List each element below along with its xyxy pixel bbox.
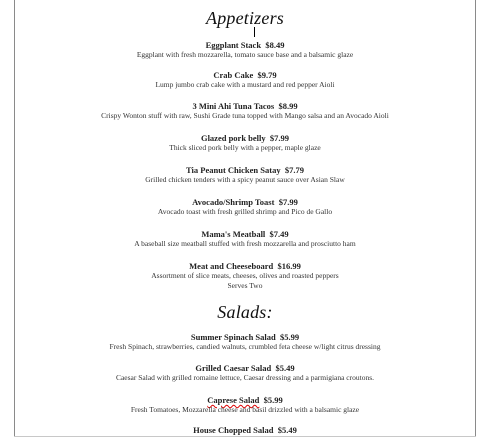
menu-item	[15, 165, 475, 185]
item-price: $5.99	[263, 395, 283, 405]
item-price: $8.99	[278, 101, 298, 111]
item-price: $5.49	[277, 425, 297, 435]
item-price: $5.99	[280, 332, 300, 342]
item-title	[15, 332, 475, 342]
item-description: A baseball size meatball stuffed with fresh mozzarella and prosciutto ham	[134, 239, 356, 248]
item-name: Eggplant Stack	[205, 40, 262, 50]
item-price: $8.49	[265, 40, 285, 50]
item-title	[15, 229, 475, 239]
item-name: House Chopped Salad	[193, 425, 274, 435]
menu-item	[15, 133, 475, 153]
item-description: Crispy Wonton stuff with raw, Sushi Grade tuna topped with Mango salsa and an Avocado Aioli	[101, 111, 389, 120]
item-title	[15, 40, 475, 50]
salads-heading: Salads:	[217, 302, 273, 322]
item-name: Mama's Meatball	[201, 229, 266, 239]
item-title	[15, 197, 475, 207]
item-title	[15, 101, 475, 111]
menu-item	[15, 261, 475, 291]
item-name: Tia Peanut Chicken Satay	[186, 165, 281, 175]
menu-item	[15, 395, 475, 415]
item-title	[15, 363, 475, 373]
item-description: Eggplant with fresh mozzarella, tomato sauce base and a balsamic glaze	[136, 50, 354, 59]
menu-item	[15, 101, 475, 121]
item-description: Lump jumbo crab cake with a mustard and red pepper Aioli	[155, 80, 335, 89]
item-note: Serves Two	[227, 281, 263, 290]
menu-item	[15, 70, 475, 90]
item-title	[15, 165, 475, 175]
item-title	[15, 425, 475, 435]
menu-item	[15, 229, 475, 249]
item-description: Assortment of slice meats, cheeses, olives and roasted peppers	[151, 271, 339, 280]
item-price: $7.99	[269, 133, 290, 143]
item-name: Glazed pork belly	[200, 133, 266, 143]
page-right-border	[475, 0, 476, 437]
menu-item	[15, 197, 475, 217]
item-name: Meat and Cheeseboard	[189, 261, 274, 271]
item-name: Avocado/Shrimp Toast	[192, 197, 275, 207]
item-description: Caesar Salad with grilled romaine lettuce, Caesar dressing and a parmigiana croutons.	[115, 373, 375, 382]
item-title	[15, 133, 475, 143]
item-description: Fresh Tomatoes, Mozzarella cheese and basil drizzled with a balsamic glaze	[130, 405, 360, 414]
item-description: Avocado toast with fresh grilled shrimp and Pico de Gallo	[157, 207, 333, 216]
menu-item	[15, 40, 475, 60]
item-description: Thick sliced pork belly with a pepper, maple glaze	[169, 143, 321, 152]
item-price: $7.49	[269, 229, 289, 239]
menu-page[interactable]	[15, 0, 475, 437]
item-name: Caprese Salad	[207, 395, 260, 405]
item-name: Grilled Caesar Salad	[195, 363, 272, 373]
item-description: Fresh Spinach, strawberries, candied walnuts, crumbled feta cheese w/light citrus dressing	[109, 342, 381, 351]
menu-item	[15, 363, 475, 383]
item-description: Grilled chicken tenders with a spicy peanut sauce over Asian Slaw	[145, 175, 345, 184]
appetizers-heading: Appetizers	[206, 8, 284, 28]
item-price: $5.49	[275, 363, 295, 373]
item-name: Summer Spinach Salad	[190, 332, 276, 342]
item-name: Crab Cake	[213, 70, 254, 80]
item-title	[15, 261, 475, 271]
item-price: $7.79	[284, 165, 304, 175]
menu-item	[15, 425, 475, 435]
item-title	[15, 70, 475, 80]
item-title	[15, 395, 475, 405]
item-price: $9.79	[257, 70, 277, 80]
item-price: $7.99	[278, 197, 298, 207]
item-name: 3 Mini Ahi Tuna Tacos	[192, 101, 275, 111]
item-price: $16.99	[277, 261, 301, 271]
menu-item	[15, 332, 475, 352]
